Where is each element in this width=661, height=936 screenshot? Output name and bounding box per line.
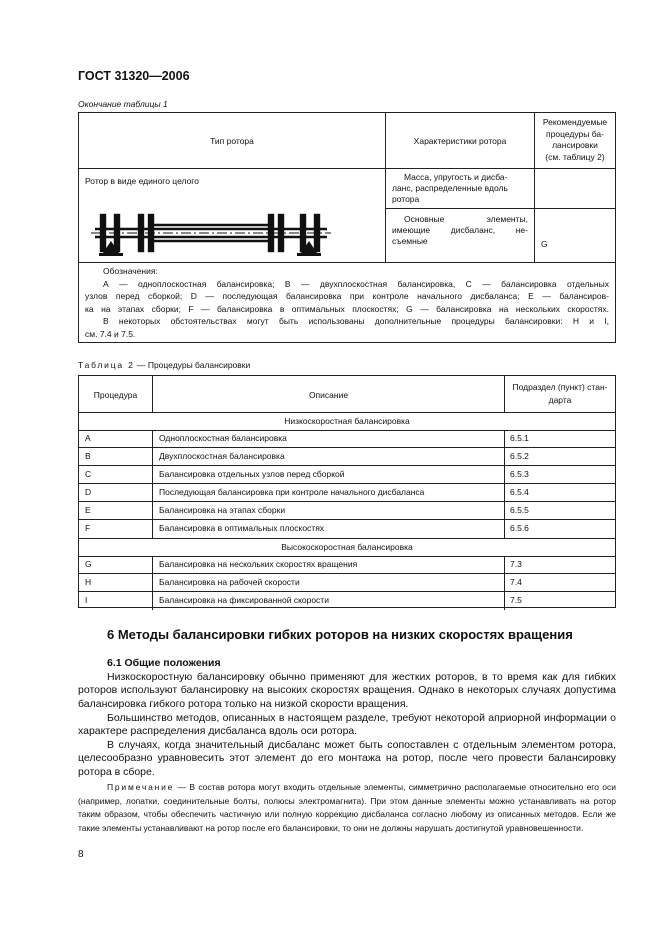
note-text: — В состав ротора могут входить отдельные элементы, симметрично располагаемые относительно его оси (например, лопатки, соединительные болты, полюсы электромагнита). При этом данные элементы можно устанавливать на ротор таким образом, чтобы обеспечить частичную или полную коррекцию дисбаланса согласно любому из описанных методов. Если же такие элементы устанавливают на ротор после его балансировки, то они не должны нарушать достигнутой уравновешенности. bbox=[78, 782, 616, 833]
header-rotor-type: Тип ротора bbox=[210, 136, 254, 146]
header-section: Подраздел (пункт) стан- дарта bbox=[512, 382, 608, 405]
table-row bbox=[79, 484, 615, 502]
table-row bbox=[79, 520, 615, 538]
note-label: Примечание bbox=[107, 782, 175, 792]
procedure-description: Двухплоскостная балансировка bbox=[159, 451, 285, 461]
document-header: ГОСТ 31320—2006 bbox=[78, 69, 190, 83]
procedure-description: Балансировка на рабочей скорости bbox=[159, 577, 300, 587]
group-high-speed: Высокоскоростная балансировка bbox=[281, 542, 413, 552]
procedure-description: Одноплоскостная балансировка bbox=[159, 433, 287, 443]
standard-section: 7.4 bbox=[510, 577, 522, 587]
procedure-description: Балансировка отдельных узлов перед сборкой bbox=[159, 469, 345, 479]
procedure-code: H bbox=[85, 577, 92, 587]
table-row bbox=[79, 502, 615, 520]
procedure-description: Балансировка на нескольких скоростях вращения bbox=[159, 559, 358, 569]
header-characteristics: Характеристики ротора bbox=[413, 136, 507, 146]
table-row bbox=[79, 556, 615, 574]
table2-caption: Таблица 2 — Процедуры балансировки bbox=[78, 360, 251, 370]
rotor-type-text: Ротор в виде единого целого bbox=[85, 176, 199, 186]
note bbox=[78, 781, 616, 835]
page-number: 8 bbox=[78, 849, 84, 860]
header-procedures: Рекомендуемые процедуры ба- лансировки (см. таблицу 2) bbox=[542, 117, 608, 162]
table-row bbox=[79, 592, 615, 610]
group-low-speed: Низкоскоростная балансировка bbox=[284, 416, 410, 426]
paragraph-2: Большинство методов, описанных в настоящем разделе, требуют некоторой априорной информации о характере распределения дисбаланса вдоль оси ротора. bbox=[78, 712, 616, 738]
table1-caption: Окончание таблицы 1 bbox=[78, 99, 168, 109]
procedure-code: E bbox=[85, 505, 91, 515]
standard-section: 6.5.1 bbox=[510, 433, 529, 443]
subsection-title: 6.1 Общие положения bbox=[107, 657, 221, 669]
standard-section: 7.3 bbox=[510, 559, 522, 569]
legend-title: Обозначения: bbox=[103, 266, 158, 276]
standard-section: 6.5.6 bbox=[510, 523, 529, 533]
paragraph-3: В случаях, когда значительный дисбаланс может быть сопоставлен с отдельным элементом ротора, целесообразно уравновесить этот элемент до его монтажа на ротор, после чего провести балансировку ротора в сборе. bbox=[78, 739, 616, 778]
procedure-code: D bbox=[85, 487, 92, 497]
table-row bbox=[79, 448, 615, 466]
row2-characteristics: Основные элементы, имеющие дисбаланс, не- съемные bbox=[392, 214, 528, 246]
table-row bbox=[79, 466, 615, 484]
procedure-code: A bbox=[85, 433, 91, 443]
table-row bbox=[79, 430, 615, 448]
procedure-code: F bbox=[85, 523, 91, 533]
procedure-code: C bbox=[85, 469, 92, 479]
table-row bbox=[79, 574, 615, 592]
table2 bbox=[78, 375, 616, 608]
header-description: Описание bbox=[308, 390, 349, 400]
standard-section: 6.5.3 bbox=[510, 469, 529, 479]
paragraph-1: Низкоскоростную балансировку обычно применяют для жестких роторов, в то время как для гибких роторов используют балансировку на высоких скоростях вращения. Однако в некоторых случаях допустима балансировка гибкого ротора только на низкой скорости вращения. bbox=[78, 671, 616, 710]
legend-text: А — одноплоскостная балансировка; В — двухплоскостная балансировка, С — балансировка отдельных узлов перед сборкой; D — последующая балансировка при контроле начального дисбаланса; Е — балансиров- ка на этапах сборки; F — балансировка в оптимальных плоскостях; G — балансировка на нескольких скоростях. В некоторых обстоятельствах могут быть использованы дополнительные процедуры балансировки: Н и I, см. 7.4 и 7.5. bbox=[85, 279, 609, 339]
standard-section: 7.5 bbox=[510, 595, 522, 605]
header-procedure: Процедура bbox=[93, 390, 138, 400]
row2-procedure: G bbox=[541, 239, 548, 249]
standard-section: 6.5.2 bbox=[510, 451, 529, 461]
procedure-description: Балансировка на фиксированной скорости bbox=[159, 595, 329, 605]
rotor-diagram bbox=[91, 211, 331, 257]
procedure-description: Балансировка на этапах сборки bbox=[159, 505, 286, 515]
procedure-code: G bbox=[85, 559, 92, 569]
procedure-code: B bbox=[85, 451, 91, 461]
procedure-code: I bbox=[85, 595, 88, 605]
table1 bbox=[78, 112, 616, 343]
procedure-description: Последующая балансировка при контроле начального дисбаланса bbox=[159, 487, 425, 497]
section-title: 6 Методы балансировки гибких роторов на низких скоростях вращения bbox=[107, 627, 573, 642]
procedure-description: Балансировка в оптимальных плоскостях bbox=[159, 523, 325, 533]
standard-section: 6.5.5 bbox=[510, 505, 529, 515]
standard-section: 6.5.4 bbox=[510, 487, 529, 497]
row1-characteristics: Масса, упругость и дисба- ланс, распределенные вдоль ротора bbox=[392, 172, 508, 204]
